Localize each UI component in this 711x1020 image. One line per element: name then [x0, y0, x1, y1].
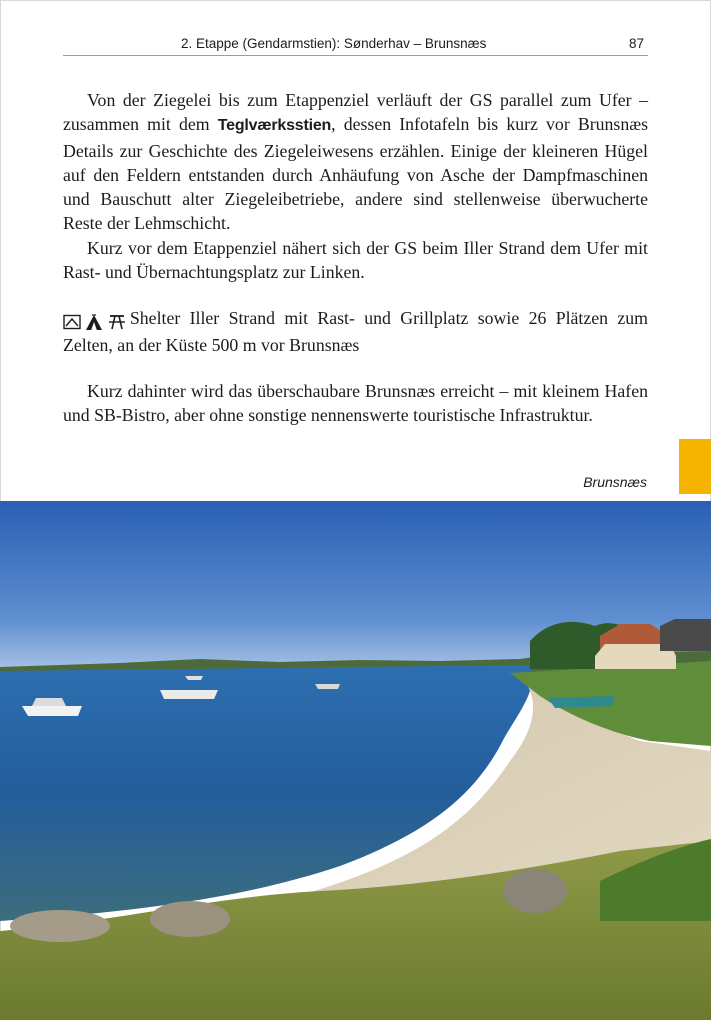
- distant-boat: [315, 684, 340, 689]
- photo-caption: Brunsnæs: [583, 474, 647, 490]
- small-boat: [160, 690, 218, 699]
- beach-photo: [0, 501, 711, 1020]
- poi-icons: [63, 308, 126, 332]
- paragraph-3: Kurz dahinter wird das überschaubare Brunsnæs erreicht – mit kleinem Hafen und SB-Bistro, aber ohne sonstige nennenswerte touristische Infrastruktur.: [63, 380, 648, 426]
- distant-boat-2: [185, 676, 203, 680]
- poi-entry: [63, 306, 648, 357]
- motor-boat-cabin: [32, 698, 66, 706]
- tent-icon: [85, 314, 103, 331]
- motor-boat: [22, 706, 82, 716]
- rock: [503, 869, 567, 913]
- paragraph-1: [63, 88, 648, 236]
- running-head: [63, 35, 648, 56]
- trail-name-bold: Teglværksstien: [217, 117, 332, 135]
- rock-left: [150, 901, 230, 937]
- paragraph-1-part-a: Von der Ziegelei bis zum Etappenziel verläuft der GS parallel zum Ufer – zusammen mit dem: [63, 90, 648, 135]
- page-number: 87: [628, 36, 644, 51]
- picnic-table-icon: [108, 314, 126, 330]
- running-title: 2. Etappe (Gendarmstien): Sønderhav – Brunsnæs: [181, 36, 487, 51]
- paragraph-1-part-b: , dessen Infotafeln bis kurz vor Brunsnæs Details zur Geschichte des Ziegeleiwesens erzählen. Einige der kleineren Hügel auf den Feldern entstanden durch Anhäufung von Asche der Dampfmaschinen und Bauschutt alter Ziegeleibetriebe, andere sind stellenweise überwucherte Reste der Lehmschicht.: [63, 114, 649, 234]
- paragraph-2: Kurz vor dem Etappenziel nähert sich der GS beim Iller Strand dem Ufer mit Rast- und Übernachtungsplatz zur Linken.: [63, 237, 648, 283]
- beach-photo-illustration: [0, 501, 711, 1020]
- rock-far-left: [10, 910, 110, 942]
- roof-dark: [660, 619, 711, 651]
- poi-text: Shelter Iller Strand mit Rast- und Grillplatz sowie 26 Plätzen zum Zelten, an der Küste 500 m vor Brunsnæs: [63, 308, 648, 355]
- body-text: [63, 88, 648, 428]
- shelter-icon: [63, 314, 81, 330]
- rowing-boat: [548, 696, 615, 708]
- chapter-tab-marker: [679, 439, 711, 494]
